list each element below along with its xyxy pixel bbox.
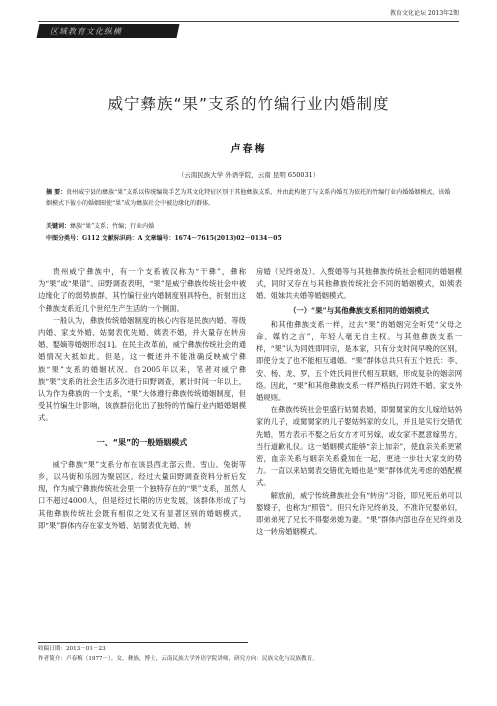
section-banner-label: 区域教育文化纵横 — [49, 27, 122, 36]
body-paragraph: 在彝族传统社会里盛行姑舅表婚，即舅舅家的女儿嫁给姑妈家的儿子，或舅舅家的儿子娶姑妈家的女儿，并且是实行交错优先婚，男方表示不娶之后女方才可另嫁，或女家不愿意嫁男方，当行道歉礼仪。这一婚姻模式能够“亲上加亲”，使血亲关系更紧密，血亲关系与姻亲关系叠加在一起，更进一步壮大家支的势力。一直以来姑舅表交错优先婚也是“果”群体优先考虑的婚配模式。 — [256, 405, 462, 488]
body-paragraph: 贵州威宁彝族中，有一个支系被汉称为“干彝”，彝称为“果”或“果谱”。田野调查表明，“果”是威宁彝族传统社会中被边缘化了的弱势族群，其竹编行业内婚制度别具特色，折射出这个彝族支系近几个世纪生产生活的一个侧面。 — [38, 267, 246, 313]
abstract-text: 贵州威宁县的彝族“果”支系以传统编篾手艺为其文化特征区别于其他彝族支系，并由此构建了与支系内婚互为依托的竹编行业内婚婚姻模式，该婚姻模式下彼小的婚姻圈使“果”成为彝族社会中被边缘化的群体。 — [46, 189, 451, 207]
keywords-label: 关键词： — [46, 223, 71, 230]
abstract — [46, 188, 452, 209]
body-paragraph: 和其他彝族支系一样，过去“果”的婚姻完全听凭“父母之命、媒妁之言”，年轻人毫无自主权。与其他彝族支系一样，“果”认为同姓即同宗，是本家，只有分支时间早晚的区别，即使分支了也不能相互通婚。“果”群体总共只有五个姓氏：李、安、杨、龙、罗，五个姓氏间世代相互联姻，形成复杂的姻亲网络。因此，“果”和其他彝族支系一样严格执行同姓不婚、家支外婚规则。 — [256, 319, 462, 403]
footnote-rule — [38, 642, 248, 643]
footnote-received: 收稿日期：2013－01－23 — [38, 646, 106, 652]
body-paragraph: 解放前，威宁传统彝族社会有“转房”习俗，即兄死后弟可以娶嫂子，也称为“照管”。但只允许兄终弟及，不准许兄娶弟妇，即弟弟死了兄长不得娶弟媳为妻。“果”群体内部也存在兄终弟及这一转房婚姻模式。 — [256, 490, 462, 537]
article-author: 卢春梅 — [230, 144, 267, 155]
article-title: 威宁彝族“果”支系的竹编行业内婚制度 — [107, 95, 390, 113]
body-paragraph: 威宁彝族“果”支系分布在该县西北部云贵、雪山、兔街等乡，以马街和乐园为聚居区。经过大量田野调查资料分析后发现，作为威宁彝族传统社会里一个独特存在的“果”支系，虽然人口不超过4000人，但是经过长期的历史发展，该群体形成了与其他彝族传统社会既有相似之处又有显著区别的婚姻模式，即“果”群体内存在家支外婚、姑舅表优先婚、转 — [38, 459, 246, 530]
keywords — [46, 221, 452, 230]
body-paragraph: 一般认为，彝族传统婚姻制度的核心内容是民族内婚、等级内婚、家支外婚、姑舅表优先婚、姨表不婚，并大量存在转房婚、娶嫡等婚姻形态[1]。在民主改革前，威宁彝族传统社会的通婚情况大抵如此。但是，这一概述并不能准确反映威宁彝族“果”支系的婚姻状况。自2005年以来，笔者对威宁彝族“果”支系的社会生活多次进行田野调查，累计时间一年以上，认为作为彝族的一个支系，“果”大体遵行彝族传统婚姻制度，但受其竹编生计影响，该族群衍化出了独特的竹编行业内婚婚姻模式。 — [38, 315, 246, 423]
right-column — [256, 266, 462, 538]
body-paragraph: 房婚（兄终弟及）、入赘婚等与其他彝族传统社会相同的婚姻模式，同时又存在与其他彝族传统社会不同的婚姻模式，如姨表婚、姐妹共夫婚等婚姻模式。 — [256, 267, 462, 301]
left-column — [38, 266, 246, 532]
classification-line: 中图分类号：G112 文献标识码：A 文章编号：1674－7615(2013)02－0134－05 — [46, 235, 282, 242]
section-heading: 一、“果”的一般婚姻模式 — [96, 437, 188, 447]
author-affiliation: （云南民族大学 外语学院，云南 昆明 650031） — [177, 171, 320, 179]
abstract-label: 摘 要： — [46, 189, 67, 196]
header-rule — [38, 21, 459, 22]
keywords-text: 彝族“果”支系；竹编；行业内婚 — [70, 223, 155, 230]
footnote-author: 作者简介：卢春梅（1977－），女，彝族，博士，云南民族大学外语学院讲师，研究方向：民族文化与民族教育。 — [38, 656, 318, 662]
journal-header: 教育文化论坛 2013年2期 — [390, 10, 459, 17]
subsection-heading: （一）“果”与其他彝族支系相同的婚姻模式 — [289, 305, 429, 315]
section-banner — [37, 24, 180, 38]
